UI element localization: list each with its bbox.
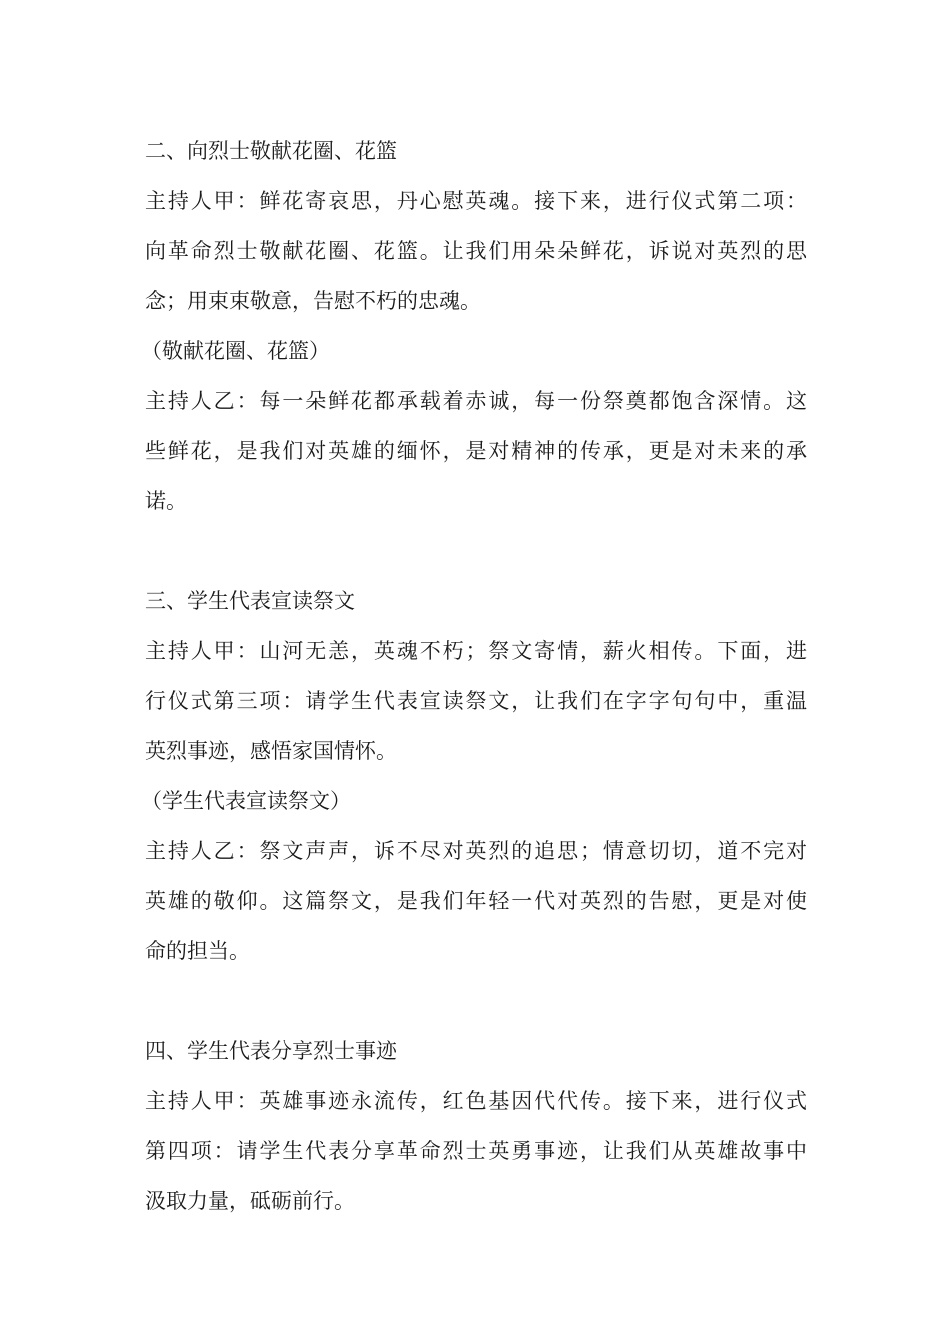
host-b-line: 命的担当。 [145, 939, 250, 963]
host-a-line: 主持人甲：山河无恙，英魂不朽；祭文寄情，薪火相传。下面，进 [145, 639, 807, 663]
host-a-line: 念；用束束敬意，告慰不朽的忠魂。 [145, 289, 481, 313]
section-heading: 三、学生代表宣读祭文 [145, 589, 355, 613]
section-heading: 二、向烈士敬献花圈、花篮 [145, 139, 397, 163]
host-b-line: 英雄的敬仰。这篇祭文，是我们年轻一代对英烈的告慰，更是对使 [145, 889, 807, 913]
host-b-line: 主持人乙：祭文声声，诉不尽对英烈的追思；情意切切，道不完对 [145, 839, 807, 863]
section-4 [145, 1026, 807, 1226]
host-b-line: 诺。 [145, 489, 187, 513]
host-a-line: 英烈事迹，感悟家国情怀。 [145, 739, 397, 763]
host-a-line: 向革命烈士敬献花圈、花篮。让我们用朵朵鲜花，诉说对英烈的思 [145, 239, 807, 263]
stage-direction: （敬献花圈、花篮） [141, 339, 330, 363]
stage-direction: （学生代表宣读祭文） [141, 789, 351, 813]
section-2 [141, 126, 807, 526]
section-spacer [145, 526, 807, 576]
host-b-line: 些鲜花，是我们对英雄的缅怀，是对精神的传承，更是对未来的承 [145, 439, 807, 463]
section-spacer [145, 976, 807, 1026]
host-a-line: 主持人甲：鲜花寄哀思，丹心慰英魂。接下来，进行仪式第二项： [145, 189, 807, 213]
section-heading: 四、学生代表分享烈士事迹 [145, 1039, 397, 1063]
host-a-line: 汲取力量，砥砺前行。 [145, 1189, 355, 1213]
host-a-line: 主持人甲：英雄事迹永流传，红色基因代代传。接下来，进行仪式 [145, 1089, 807, 1113]
host-a-line: 行仪式第三项：请学生代表宣读祭文，让我们在字字句句中，重温 [145, 689, 807, 713]
host-a-line: 第四项：请学生代表分享革命烈士英勇事迹，让我们从英雄故事中 [145, 1139, 807, 1163]
document-page [141, 126, 807, 1226]
section-3 [141, 576, 807, 976]
host-b-line: 主持人乙：每一朵鲜花都承载着赤诚，每一份祭奠都饱含深情。这 [145, 389, 807, 413]
